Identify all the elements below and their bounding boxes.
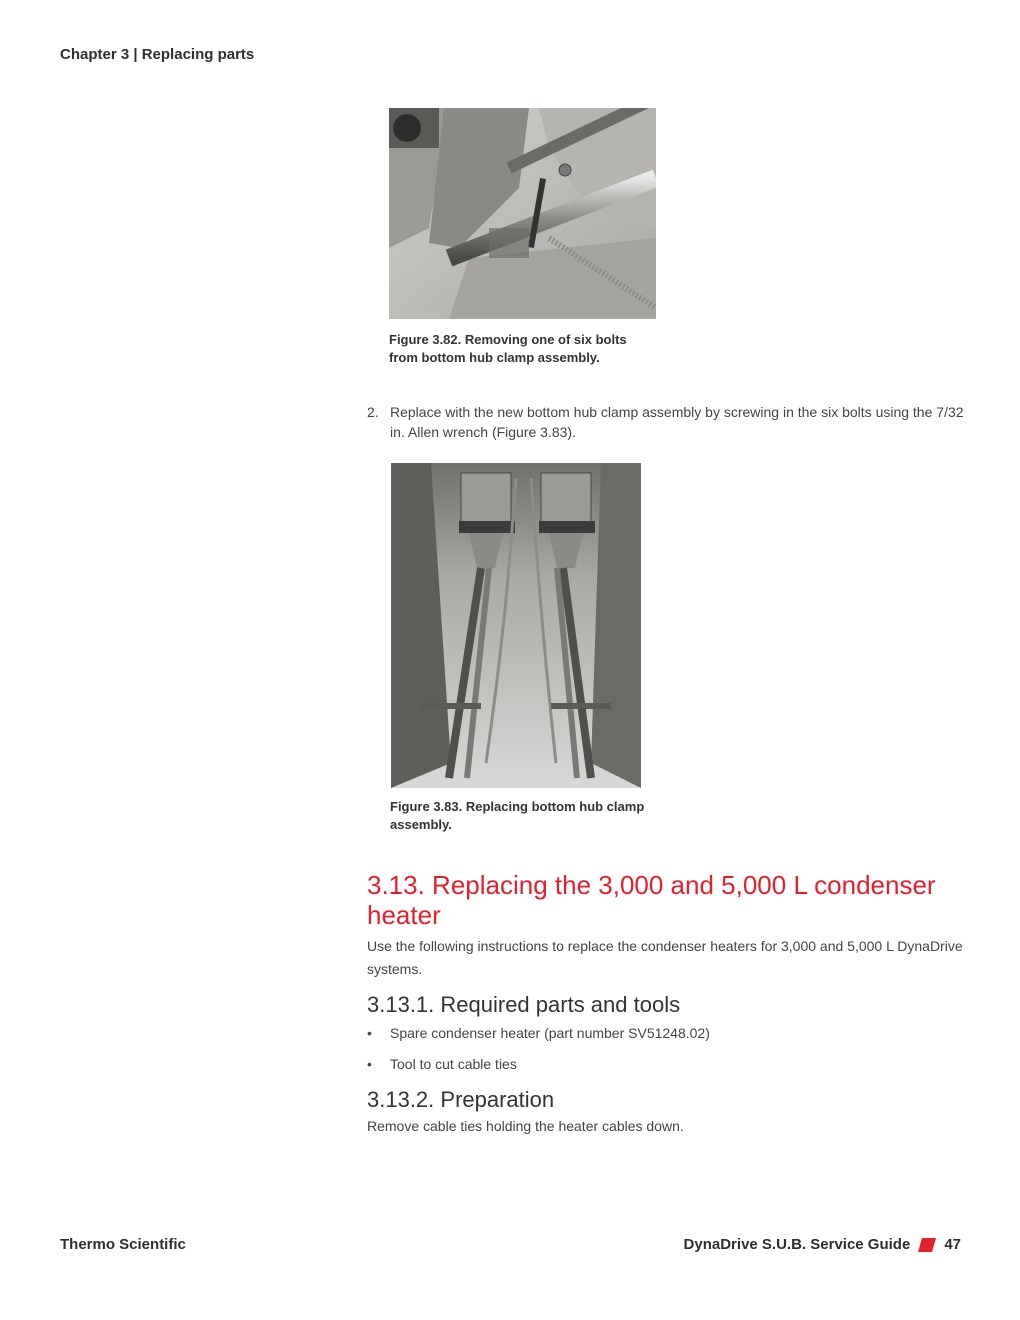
bullet-icon: • (367, 1025, 372, 1041)
section-heading: 3.13. Replacing the 3,000 and 5,000 L condenser heater (367, 870, 936, 930)
footer-guide-info (684, 1236, 961, 1253)
bullet-icon: • (367, 1056, 372, 1072)
footer-brand: Thermo Scientific (60, 1236, 186, 1253)
step-text: Replace with the new bottom hub clamp assembly by screwing in the six bolts using the 7/32 in. Allen wrench (Figure 3.83). (390, 404, 964, 440)
chapter-header: Chapter 3 | Replacing parts (60, 46, 255, 63)
brand-mark-icon (918, 1238, 936, 1252)
figure-caption: Figure 3.82. Removing one of six bolts from bottom hub clamp assembly. (389, 332, 627, 365)
footer-guide-title: DynaDrive S.U.B. Service Guide (683, 1236, 911, 1253)
figure-photo-bolt-removal (389, 108, 656, 319)
list-item-text: Tool to cut cable ties (390, 1056, 517, 1072)
section-intro: Use the following instructions to replace the condenser heaters for 3,000 and 5,000 L DynaDrive systems. (367, 938, 963, 977)
step-number: 2. (367, 404, 379, 420)
preparation-text: Remove cable ties holding the heater cables down. (367, 1118, 684, 1134)
list-item (367, 1056, 517, 1072)
list-item-text: Spare condenser heater (part number SV51248.02) (390, 1025, 710, 1041)
figure-caption: Figure 3.83. Replacing bottom hub clamp assembly. (390, 799, 645, 832)
subsection-heading-parts: 3.13.1. Required parts and tools (367, 992, 681, 1017)
numbered-step (367, 402, 967, 442)
figure-photo-hub-clamp (391, 463, 641, 788)
subsection-heading-preparation: 3.13.2. Preparation (367, 1087, 555, 1112)
list-item (367, 1025, 710, 1041)
page-number: 47 (944, 1236, 961, 1253)
